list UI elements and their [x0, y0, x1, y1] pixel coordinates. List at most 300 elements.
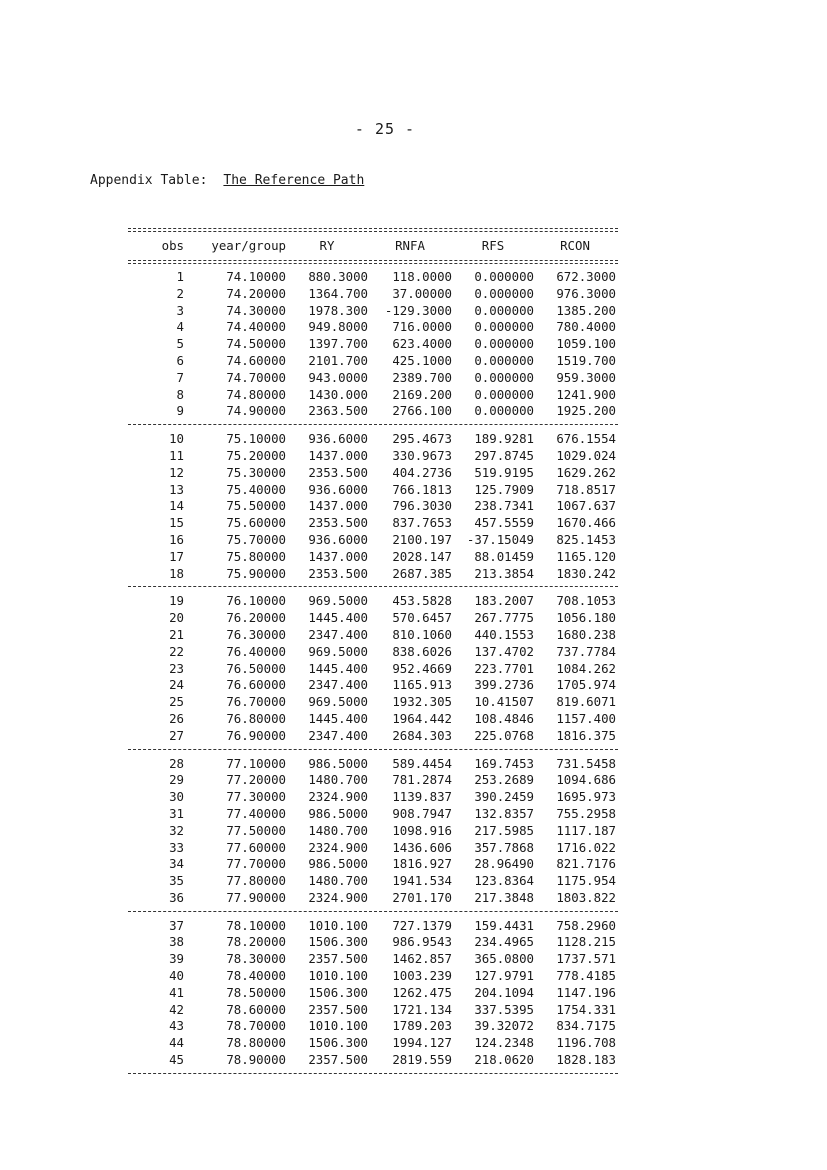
cell-obs: 34: [169, 856, 184, 872]
cell-rcon: 731.5458: [556, 755, 616, 771]
cell-rfs: 0.000000: [474, 336, 534, 352]
cell-rfs: 28.96490: [474, 856, 534, 872]
cell-rfs: 108.4846: [474, 710, 534, 726]
cell-rfs: 125.7909: [474, 481, 534, 497]
cell-rnfa: 37.00000: [392, 285, 452, 301]
cell-year-group: 77.20000: [226, 772, 286, 788]
cell-obs: 44: [169, 1035, 184, 1051]
table-row: [128, 465, 618, 482]
cell-rfs: 440.1553: [474, 626, 534, 642]
cell-obs: 40: [169, 968, 184, 984]
cell-ry: 943.0000: [308, 369, 368, 385]
page-number: - 25 -: [354, 120, 416, 138]
cell-year-group: 75.10000: [226, 431, 286, 447]
table-row: [128, 711, 618, 728]
cell-obs: 17: [169, 548, 184, 564]
reference-path-table: [128, 228, 618, 1080]
cell-rcon: 1241.900: [556, 386, 616, 402]
header-year-group: year/group: [211, 238, 286, 253]
cell-rfs: 457.5559: [474, 515, 534, 531]
cell-rfs: 204.1094: [474, 984, 534, 1000]
row-group: [128, 756, 618, 907]
header-rnfa: RNFA: [395, 238, 425, 253]
cell-ry: 936.6000: [308, 431, 368, 447]
cell-rfs: 0.000000: [474, 285, 534, 301]
cell-rnfa: -129.3000: [384, 302, 452, 318]
cell-year-group: 75.80000: [226, 548, 286, 564]
cell-rnfa: 952.4669: [392, 660, 452, 676]
caption-label: Appendix Table:: [90, 173, 208, 188]
cell-rnfa: 1262.475: [392, 984, 452, 1000]
cell-rcon: 708.1053: [556, 593, 616, 609]
cell-rfs: 357.7868: [474, 839, 534, 855]
table-row: [128, 1018, 618, 1035]
cell-ry: 1437.000: [308, 548, 368, 564]
cell-rfs: 0.000000: [474, 352, 534, 368]
header-obs: obs: [161, 238, 184, 253]
cell-ry: 1437.000: [308, 447, 368, 463]
cell-obs: 26: [169, 710, 184, 726]
cell-rcon: 1385.200: [556, 302, 616, 318]
cell-ry: 986.5000: [308, 755, 368, 771]
cell-rcon: 834.7175: [556, 1018, 616, 1034]
table-row: [128, 694, 618, 711]
table-header-row: [128, 232, 618, 260]
table-row: [128, 728, 618, 745]
cell-ry: 1480.700: [308, 822, 368, 838]
table-body: [128, 269, 618, 1074]
cell-rnfa: 425.1000: [392, 352, 452, 368]
cell-year-group: 74.10000: [226, 269, 286, 284]
cell-ry: 2357.500: [308, 951, 368, 967]
cell-obs: 41: [169, 984, 184, 1000]
table-row: [128, 286, 618, 303]
cell-rfs: 159.4431: [474, 917, 534, 933]
cell-rfs: 39.32072: [474, 1018, 534, 1034]
cell-obs: 38: [169, 934, 184, 950]
cell-ry: 2347.400: [308, 727, 368, 743]
cell-ry: 2347.400: [308, 626, 368, 642]
cell-rfs: 132.8357: [474, 805, 534, 821]
cell-rcon: 1716.022: [556, 839, 616, 855]
table-row: [128, 840, 618, 857]
table-row: [128, 336, 618, 353]
group-divider: [128, 586, 618, 587]
cell-obs: 9: [176, 403, 184, 419]
cell-ry: 2357.500: [308, 1001, 368, 1017]
cell-rnfa: 1932.305: [392, 694, 452, 710]
cell-year-group: 77.50000: [226, 822, 286, 838]
table-row: [128, 387, 618, 404]
cell-year-group: 78.10000: [226, 917, 286, 933]
table-row: [128, 448, 618, 465]
cell-rfs: 225.0768: [474, 727, 534, 743]
cell-rcon: 1680.238: [556, 626, 616, 642]
table-row: [128, 353, 618, 370]
cell-rnfa: 1789.203: [392, 1018, 452, 1034]
cell-rcon: 1196.708: [556, 1035, 616, 1051]
cell-obs: 15: [169, 515, 184, 531]
cell-ry: 1445.400: [308, 710, 368, 726]
cell-rfs: 169.7453: [474, 755, 534, 771]
cell-rcon: 778.4185: [556, 968, 616, 984]
table-row: [128, 482, 618, 499]
cell-obs: 43: [169, 1018, 184, 1034]
cell-rnfa: 570.6457: [392, 610, 452, 626]
cell-obs: 33: [169, 839, 184, 855]
cell-rcon: 1803.822: [556, 889, 616, 905]
cell-rcon: 1519.700: [556, 352, 616, 368]
cell-ry: 986.5000: [308, 805, 368, 821]
cell-rcon: 1737.571: [556, 951, 616, 967]
cell-rfs: 0.000000: [474, 403, 534, 419]
header-rfs: RFS: [481, 238, 505, 253]
cell-rnfa: 623.4000: [392, 336, 452, 352]
group-divider: [128, 1073, 618, 1074]
cell-rfs: 0.000000: [474, 319, 534, 335]
table-row: [128, 566, 618, 583]
row-group: [128, 269, 618, 420]
cell-rnfa: 908.7947: [392, 805, 452, 821]
cell-obs: 2: [176, 285, 184, 301]
table-row: [128, 431, 618, 448]
cell-rcon: 1816.375: [556, 727, 616, 743]
cell-rcon: 1629.262: [556, 464, 616, 480]
cell-rnfa: 1994.127: [392, 1035, 452, 1051]
caption-title: The Reference Path: [223, 173, 365, 188]
row-group: [128, 918, 618, 1069]
cell-year-group: 75.30000: [226, 464, 286, 480]
cell-rfs: 238.7341: [474, 498, 534, 514]
cell-obs: 20: [169, 610, 184, 626]
table-row: [128, 661, 618, 678]
cell-year-group: 78.50000: [226, 984, 286, 1000]
cell-rcon: 1128.215: [556, 934, 616, 950]
cell-rnfa: 837.7653: [392, 515, 452, 531]
cell-ry: 2363.500: [308, 403, 368, 419]
cell-rfs: 124.2348: [474, 1035, 534, 1051]
cell-rcon: 780.4000: [556, 319, 616, 335]
cell-rnfa: 2028.147: [392, 548, 452, 564]
cell-year-group: 77.70000: [226, 856, 286, 872]
cell-ry: 1480.700: [308, 873, 368, 889]
cell-rcon: 819.6071: [556, 694, 616, 710]
cell-rnfa: 796.3030: [392, 498, 452, 514]
cell-year-group: 76.50000: [226, 660, 286, 676]
cell-obs: 31: [169, 805, 184, 821]
cell-rcon: 1754.331: [556, 1001, 616, 1017]
cell-ry: 1010.100: [308, 917, 368, 933]
cell-ry: 2324.900: [308, 839, 368, 855]
cell-year-group: 75.50000: [226, 498, 286, 514]
cell-rnfa: 404.2736: [392, 464, 452, 480]
cell-obs: 5: [176, 336, 184, 352]
cell-rcon: 1147.196: [556, 984, 616, 1000]
table-row: [128, 789, 618, 806]
cell-year-group: 74.60000: [226, 352, 286, 368]
cell-rfs: 297.8745: [474, 447, 534, 463]
cell-year-group: 74.70000: [226, 369, 286, 385]
cell-rfs: 88.01459: [474, 548, 534, 564]
header-ry: RY: [319, 238, 335, 253]
cell-rcon: 1084.262: [556, 660, 616, 676]
cell-ry: 2347.400: [308, 677, 368, 693]
table-row: [128, 319, 618, 336]
cell-rcon: 1117.187: [556, 822, 616, 838]
cell-obs: 39: [169, 951, 184, 967]
cell-rnfa: 2819.559: [392, 1052, 452, 1068]
cell-ry: 1430.000: [308, 386, 368, 402]
table-row: [128, 403, 618, 420]
cell-obs: 10: [169, 431, 184, 447]
table-row: [128, 303, 618, 320]
cell-rcon: 1094.686: [556, 772, 616, 788]
group-divider: [128, 911, 618, 912]
cell-obs: 23: [169, 660, 184, 676]
cell-ry: 986.5000: [308, 856, 368, 872]
cell-obs: 21: [169, 626, 184, 642]
cell-year-group: 77.80000: [226, 873, 286, 889]
cell-obs: 12: [169, 464, 184, 480]
cell-rfs: 217.3848: [474, 889, 534, 905]
cell-rfs: 0.000000: [474, 269, 534, 284]
cell-obs: 8: [176, 386, 184, 402]
cell-year-group: 77.10000: [226, 755, 286, 771]
cell-rcon: 672.3000: [556, 269, 616, 284]
cell-obs: 4: [176, 319, 184, 335]
cell-ry: 936.6000: [308, 481, 368, 497]
cell-ry: 969.5000: [308, 643, 368, 659]
cell-rcon: 758.2960: [556, 917, 616, 933]
cell-year-group: 75.40000: [226, 481, 286, 497]
cell-rnfa: 118.0000: [392, 269, 452, 284]
table-row: [128, 370, 618, 387]
cell-rfs: 217.5985: [474, 822, 534, 838]
cell-rcon: 1705.974: [556, 677, 616, 693]
cell-ry: 2101.700: [308, 352, 368, 368]
cell-rnfa: 1721.134: [392, 1001, 452, 1017]
cell-year-group: 76.40000: [226, 643, 286, 659]
cell-year-group: 74.30000: [226, 302, 286, 318]
cell-ry: 1445.400: [308, 610, 368, 626]
cell-rcon: 959.3000: [556, 369, 616, 385]
cell-rfs: 213.3854: [474, 565, 534, 581]
cell-rnfa: 1816.927: [392, 856, 452, 872]
cell-ry: 1010.100: [308, 1018, 368, 1034]
table-row: [128, 918, 618, 935]
cell-rfs: 365.0800: [474, 951, 534, 967]
cell-ry: 936.6000: [308, 531, 368, 547]
cell-year-group: 76.90000: [226, 727, 286, 743]
cell-obs: 11: [169, 447, 184, 463]
cell-ry: 1437.000: [308, 498, 368, 514]
cell-rfs: 0.000000: [474, 386, 534, 402]
cell-year-group: 75.90000: [226, 565, 286, 581]
table-row: [128, 610, 618, 627]
cell-rnfa: 838.6026: [392, 643, 452, 659]
row-group: [128, 431, 618, 582]
cell-rcon: 1157.400: [556, 710, 616, 726]
cell-ry: 949.8000: [308, 319, 368, 335]
cell-rfs: 337.5395: [474, 1001, 534, 1017]
cell-ry: 2353.500: [308, 565, 368, 581]
table-row: [128, 627, 618, 644]
cell-rcon: 1029.024: [556, 447, 616, 463]
cell-rcon: 1695.973: [556, 789, 616, 805]
cell-year-group: 78.20000: [226, 934, 286, 950]
cell-rcon: 1828.183: [556, 1052, 616, 1068]
cell-ry: 1506.300: [308, 984, 368, 1000]
cell-rcon: 1175.954: [556, 873, 616, 889]
cell-rnfa: 716.0000: [392, 319, 452, 335]
cell-obs: 6: [176, 352, 184, 368]
table-row: [128, 269, 618, 286]
cell-rnfa: 986.9543: [392, 934, 452, 950]
cell-rcon: 1830.242: [556, 565, 616, 581]
cell-rnfa: 330.9673: [392, 447, 452, 463]
cell-rfs: 137.4702: [474, 643, 534, 659]
cell-rcon: 976.3000: [556, 285, 616, 301]
cell-ry: 1010.100: [308, 968, 368, 984]
cell-rcon: 821.7176: [556, 856, 616, 872]
cell-rnfa: 2687.385: [392, 565, 452, 581]
cell-obs: 22: [169, 643, 184, 659]
cell-obs: 42: [169, 1001, 184, 1017]
cell-year-group: 76.10000: [226, 593, 286, 609]
cell-ry: 1506.300: [308, 1035, 368, 1051]
cell-ry: 1397.700: [308, 336, 368, 352]
cell-rfs: 189.9281: [474, 431, 534, 447]
cell-year-group: 76.80000: [226, 710, 286, 726]
cell-rfs: 123.8364: [474, 873, 534, 889]
cell-year-group: 78.80000: [226, 1035, 286, 1051]
table-row: [128, 593, 618, 610]
table-row: [128, 806, 618, 823]
cell-rcon: 718.8517: [556, 481, 616, 497]
cell-rnfa: 1941.534: [392, 873, 452, 889]
cell-year-group: 78.30000: [226, 951, 286, 967]
cell-rfs: 10.41507: [474, 694, 534, 710]
cell-year-group: 76.30000: [226, 626, 286, 642]
cell-obs: 37: [169, 917, 184, 933]
cell-obs: 16: [169, 531, 184, 547]
cell-rnfa: 1462.857: [392, 951, 452, 967]
cell-year-group: 74.50000: [226, 336, 286, 352]
cell-ry: 2357.500: [308, 1052, 368, 1068]
cell-rnfa: 781.2874: [392, 772, 452, 788]
table-row: [128, 1002, 618, 1019]
table-row: [128, 934, 618, 951]
cell-ry: 2324.900: [308, 889, 368, 905]
cell-obs: 28: [169, 755, 184, 771]
cell-obs: 14: [169, 498, 184, 514]
cell-year-group: 78.90000: [226, 1052, 286, 1068]
cell-rfs: 399.2736: [474, 677, 534, 693]
cell-rnfa: 810.1060: [392, 626, 452, 642]
cell-year-group: 76.60000: [226, 677, 286, 693]
cell-rnfa: 1165.913: [392, 677, 452, 693]
cell-ry: 2353.500: [308, 515, 368, 531]
cell-year-group: 74.40000: [226, 319, 286, 335]
cell-obs: 3: [176, 302, 184, 318]
cell-obs: 7: [176, 369, 184, 385]
cell-rnfa: 1964.442: [392, 710, 452, 726]
cell-obs: 18: [169, 565, 184, 581]
cell-rnfa: 1139.837: [392, 789, 452, 805]
cell-rcon: 1670.466: [556, 515, 616, 531]
table-row: [128, 644, 618, 661]
cell-obs: 35: [169, 873, 184, 889]
cell-rfs: 0.000000: [474, 369, 534, 385]
cell-rnfa: 2100.197: [392, 531, 452, 547]
table-row: [128, 856, 618, 873]
table-row: [128, 985, 618, 1002]
cell-rnfa: 2389.700: [392, 369, 452, 385]
cell-year-group: 77.40000: [226, 805, 286, 821]
cell-obs: 19: [169, 593, 184, 609]
cell-year-group: 78.40000: [226, 968, 286, 984]
cell-year-group: 74.20000: [226, 285, 286, 301]
cell-ry: 969.5000: [308, 593, 368, 609]
table-row: [128, 873, 618, 890]
cell-obs: 24: [169, 677, 184, 693]
table-row: [128, 772, 618, 789]
table-row: [128, 677, 618, 694]
group-divider: [128, 749, 618, 750]
cell-rcon: 1059.100: [556, 336, 616, 352]
cell-rcon: 1056.180: [556, 610, 616, 626]
table-row: [128, 532, 618, 549]
cell-ry: 880.3000: [308, 269, 368, 284]
cell-rnfa: 589.4454: [392, 755, 452, 771]
cell-year-group: 77.60000: [226, 839, 286, 855]
cell-year-group: 78.60000: [226, 1001, 286, 1017]
cell-ry: 2324.900: [308, 789, 368, 805]
cell-obs: 27: [169, 727, 184, 743]
cell-rfs: 218.0620: [474, 1052, 534, 1068]
cell-ry: 2353.500: [308, 464, 368, 480]
cell-rfs: 253.2689: [474, 772, 534, 788]
table-row: [128, 549, 618, 566]
cell-rcon: 1067.637: [556, 498, 616, 514]
cell-rnfa: 2169.200: [392, 386, 452, 402]
cell-ry: 1506.300: [308, 934, 368, 950]
cell-year-group: 77.90000: [226, 889, 286, 905]
table-row: [128, 1052, 618, 1069]
cell-year-group: 77.30000: [226, 789, 286, 805]
cell-rfs: 267.7775: [474, 610, 534, 626]
cell-obs: 13: [169, 481, 184, 497]
cell-rfs: 0.000000: [474, 302, 534, 318]
cell-rnfa: 2766.100: [392, 403, 452, 419]
group-divider: [128, 424, 618, 425]
cell-rnfa: 1436.606: [392, 839, 452, 855]
cell-year-group: 74.90000: [226, 403, 286, 419]
cell-obs: 29: [169, 772, 184, 788]
cell-rnfa: 295.4673: [392, 431, 452, 447]
row-group: [128, 593, 618, 744]
cell-obs: 1: [176, 269, 184, 284]
cell-year-group: 76.70000: [226, 694, 286, 710]
cell-obs: 30: [169, 789, 184, 805]
cell-rfs: 183.2007: [474, 593, 534, 609]
table-row: [128, 1035, 618, 1052]
cell-year-group: 74.80000: [226, 386, 286, 402]
cell-rfs: 519.9195: [474, 464, 534, 480]
cell-rnfa: 727.1379: [392, 917, 452, 933]
cell-year-group: 76.20000: [226, 610, 286, 626]
cell-year-group: 75.20000: [226, 447, 286, 463]
